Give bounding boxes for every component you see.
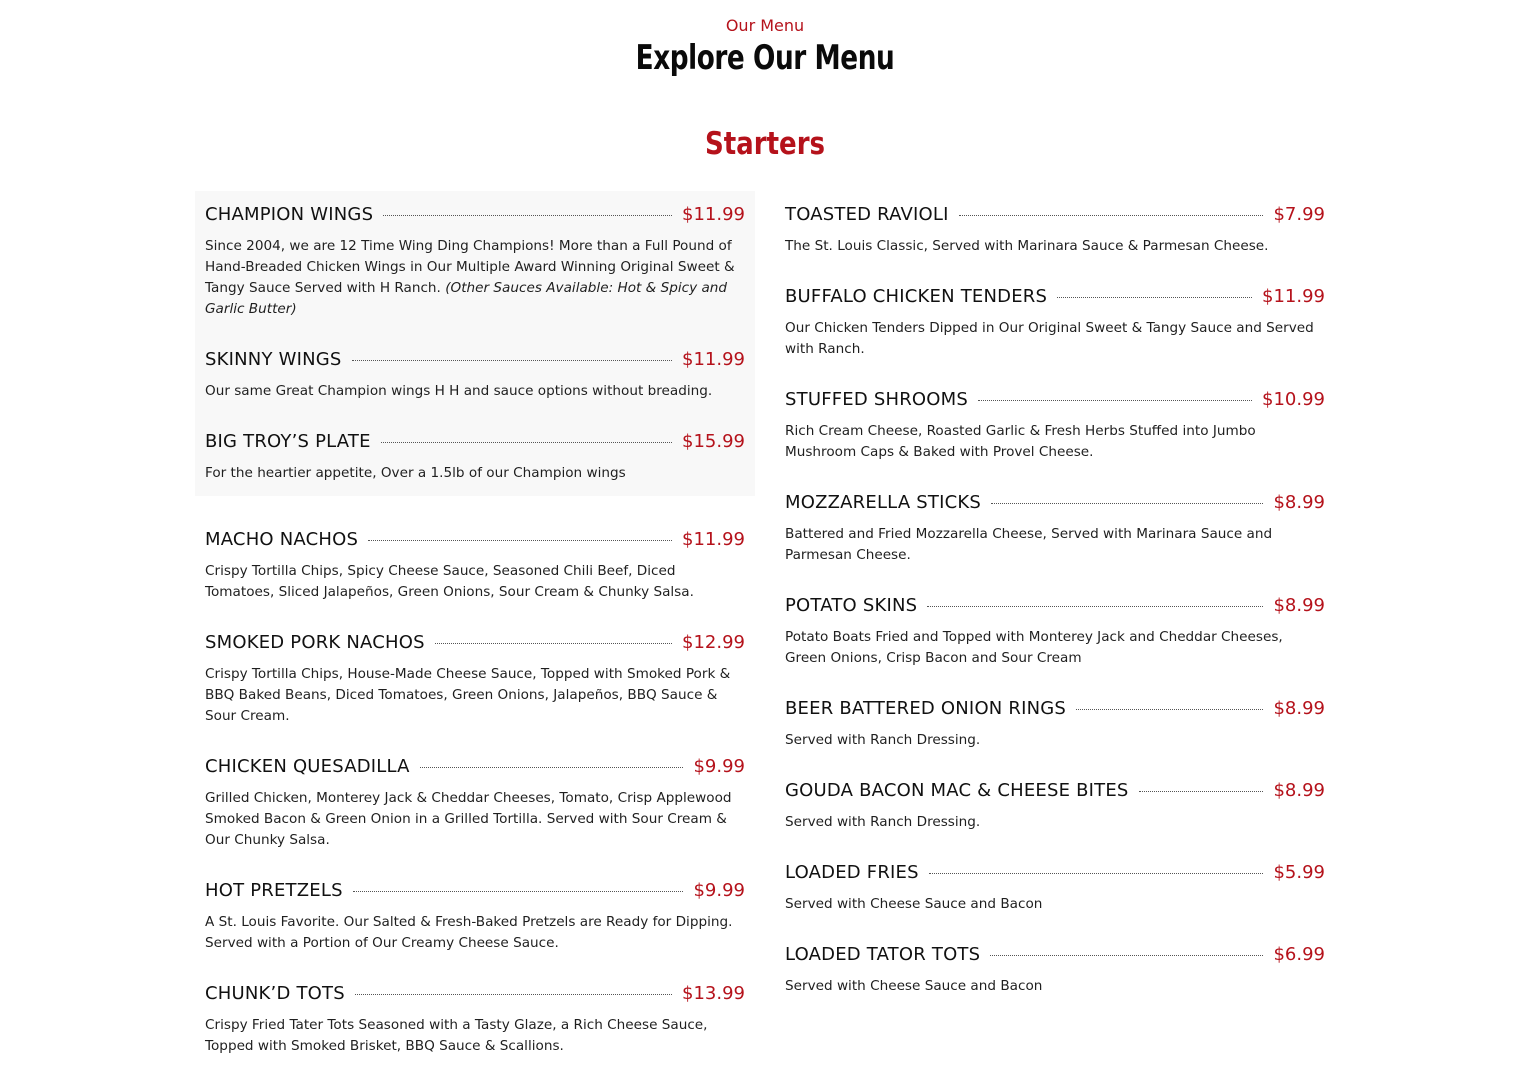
menu-item-description: Served with Ranch Dressing. (785, 814, 981, 830)
menu-item (205, 754, 745, 851)
menu-item-name: GOUDA BACON MAC & CHEESE BITES (785, 779, 1129, 801)
menu-item-description: A St. Louis Favorite. Our Salted & Fresh-Baked Pretzels are Ready for Dipping. Served with a Portion of Our Creamy Cheese Sauce. (205, 914, 733, 951)
menu-item-header (205, 981, 745, 1005)
menu-item-name: STUFFED SHROOMS (785, 388, 969, 410)
menu-item-name: BIG TROY’S PLATE (205, 430, 371, 452)
menu-item (785, 778, 1325, 833)
menu-item (785, 860, 1325, 915)
dotted-leader (991, 503, 1263, 504)
menu-item (785, 284, 1325, 360)
menu-item (785, 387, 1325, 463)
menu-item (205, 878, 745, 954)
dotted-leader (927, 606, 1263, 607)
menu-item-description: Our Chicken Tenders Dipped in Our Original Sweet & Tangy Sauce and Served with Ranch. (785, 320, 1314, 357)
dotted-leader (353, 891, 684, 892)
menu-item-name: CHUNK’D TOTS (205, 982, 345, 1004)
dotted-leader (1076, 709, 1263, 710)
menu-item-price: $11.99 (682, 348, 745, 370)
menu-item-price: $11.99 (682, 528, 745, 550)
menu-item (785, 490, 1325, 566)
dotted-leader (435, 643, 672, 644)
menu-item-price: $15.99 (682, 430, 745, 452)
dotted-leader (355, 994, 672, 995)
menu-item-description: Crispy Tortilla Chips, Spicy Cheese Sauce, Seasoned Chili Beef, Diced Tomatoes, Sliced Jalapeños, Green Onions, Sour Cream & Chunky Salsa. (205, 563, 694, 600)
dotted-leader (1139, 791, 1264, 792)
dotted-leader (352, 360, 672, 361)
menu-item-name: SMOKED PORK NACHOS (205, 631, 425, 653)
menu-item (205, 347, 745, 402)
menu-item-description: The St. Louis Classic, Served with Marinara Sauce & Parmesan Cheese. (785, 238, 1269, 254)
menu-eyebrow: Our Menu (725, 16, 805, 35)
menu-item-name: BEER BATTERED ONION RINGS (785, 697, 1067, 719)
dotted-leader (1057, 297, 1252, 298)
dotted-leader (929, 873, 1264, 874)
menu-item-header (785, 696, 1325, 720)
menu-item-price: $8.99 (1273, 491, 1325, 513)
menu-item (205, 981, 745, 1057)
dotted-leader (368, 540, 672, 541)
menu-item (785, 593, 1325, 669)
menu-item-price: $8.99 (1273, 697, 1325, 719)
menu-item-price: $9.99 (693, 879, 745, 901)
menu-item-header (785, 593, 1325, 617)
menu-item-name: LOADED TATOR TOTS (785, 943, 981, 965)
menu-item-header (205, 429, 745, 453)
menu-item-description: Served with Cheese Sauce and Bacon (785, 978, 1043, 994)
dotted-leader (381, 442, 672, 443)
menu-item (205, 527, 745, 603)
menu-item-name: MACHO NACHOS (205, 528, 359, 550)
menu-item-price: $11.99 (1262, 285, 1325, 307)
dotted-leader (420, 767, 684, 768)
menu-item-header (785, 778, 1325, 802)
menu-item (785, 696, 1325, 751)
menu-item-header (205, 878, 745, 902)
dotted-leader (990, 955, 1263, 956)
menu-item (205, 202, 745, 320)
section-title-starters: Starters (704, 126, 826, 162)
menu-item-name: CHAMPION WINGS (205, 203, 374, 225)
menu-item-header (205, 527, 745, 551)
menu-item-header (205, 754, 745, 778)
menu-item-description: Served with Cheese Sauce and Bacon (785, 896, 1043, 912)
menu-item-name: LOADED FRIES (785, 861, 919, 883)
description-note: (Other Sauces Available: Hot & Spicy and Garlic Butter) (205, 280, 728, 317)
menu-item-name: TOASTED RAVIOLI (785, 203, 949, 225)
menu-item-name: MOZZARELLA STICKS (785, 491, 981, 513)
description-text: Since 2004, we are 12 Time Wing Ding Champions! More than a Full Pound of Hand-Breaded Chicken Wings in Our Multiple Award Winning Original Sweet & Tangy Sauce Served with H Ranch. (205, 238, 735, 296)
menu-item (205, 429, 745, 484)
menu-item-price: $7.99 (1273, 203, 1325, 225)
menu-item-description: Grilled Chicken, Monterey Jack & Cheddar Cheeses, Tomato, Crisp Applewood Smoked Bacon & Green Onion in a Grilled Tortilla. Served with Sour Cream & Our Chunky Salsa. (205, 790, 732, 848)
menu-item-description: Rich Cream Cheese, Roasted Garlic & Fresh Herbs Stuffed into Jumbo Mushroom Caps & Baked with Provel Cheese. (785, 423, 1256, 460)
menu-item-price: $6.99 (1273, 943, 1325, 965)
menu-item-name: BUFFALO CHICKEN TENDERS (785, 285, 1048, 307)
menu-item-price: $8.99 (1273, 779, 1325, 801)
menu-item-description: Served with Ranch Dressing. (785, 732, 981, 748)
menu-item-header (785, 942, 1325, 966)
menu-item-description: Potato Boats Fried and Topped with Monterey Jack and Cheddar Cheeses, Green Onions, Crisp Bacon and Sour Cream (785, 629, 1283, 666)
menu-item-header (785, 490, 1325, 514)
menu-item-name: SKINNY WINGS (205, 348, 342, 370)
menu-item-price: $13.99 (682, 982, 745, 1004)
dotted-leader (959, 215, 1264, 216)
menu-item-price: $10.99 (1262, 388, 1325, 410)
menu-item-description: Our same Great Champion wings H H and sauce options without breading. (205, 383, 713, 399)
menu-item-name: CHICKEN QUESADILLA (205, 755, 410, 777)
menu-item-header (205, 347, 745, 371)
menu-item-description (205, 236, 745, 320)
menu-item-description: For the heartier appetite, Over a 1.5lb of our Champion wings (205, 465, 626, 481)
menu-item-price: $8.99 (1273, 594, 1325, 616)
menu-item-description: Battered and Fried Mozzarella Cheese, Served with Marinara Sauce and Parmesan Cheese. (785, 526, 1273, 563)
page-title: Explore Our Menu (635, 38, 895, 78)
menu-item-header (785, 284, 1325, 308)
menu-item (785, 942, 1325, 997)
dotted-leader (978, 400, 1252, 401)
menu-item-header (785, 387, 1325, 411)
menu-item-header (205, 630, 745, 654)
menu-item-price: $9.99 (693, 755, 745, 777)
menu-item-description: Crispy Tortilla Chips, House-Made Cheese Sauce, Topped with Smoked Pork & BBQ Baked Beans, Diced Tomatoes, Green Onions, Jalapeños, BBQ Sauce & Sour Cream. (205, 666, 731, 724)
menu-item-description: Crispy Fried Tater Tots Seasoned with a Tasty Glaze, a Rich Cheese Sauce, Topped with Smoked Brisket, BBQ Sauce & Scallions. (205, 1017, 708, 1054)
menu-item-name: HOT PRETZELS (205, 879, 343, 901)
menu-item (205, 630, 745, 727)
menu-item-name: POTATO SKINS (785, 594, 918, 616)
menu-item-price: $11.99 (682, 203, 745, 225)
menu-item-price: $5.99 (1273, 861, 1325, 883)
menu-item-price: $12.99 (682, 631, 745, 653)
dotted-leader (383, 215, 672, 216)
menu-item-header (785, 860, 1325, 884)
menu-item-header (785, 202, 1325, 226)
menu-item-header (205, 202, 745, 226)
menu-item (785, 202, 1325, 257)
